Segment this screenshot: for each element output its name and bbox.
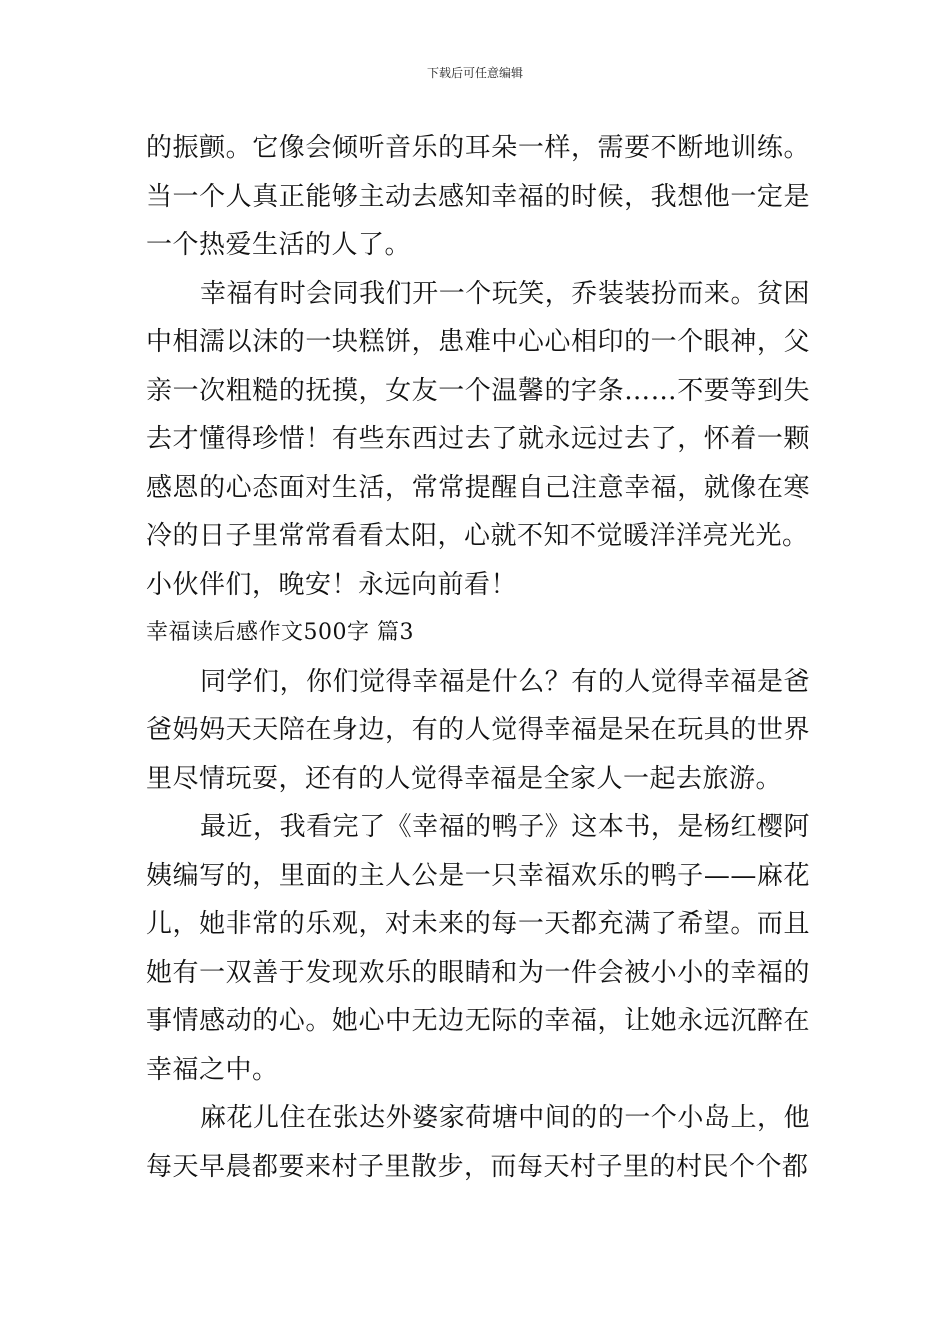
paragraph-mahuaer-island: 麻花儿住在张达外婆家荷塘中间的的一个小岛上，他每天早晨都要来村子里散步，而每天村子里的村民个个都 — [146, 1103, 810, 1182]
paragraph-goodnight: 小伙伴们，晚安！永远向前看！ — [146, 569, 518, 600]
paragraph-happiness-joke: 幸福有时会同我们开一个玩笑，乔装装扮而来。贫困中相濡以沫的一块糕饼，患难中心心相印的一个眼神，父亲一次粗糙的抚摸，女友一个温馨的字条……不要等到失去才懂得珍惜！有些东西过去了就永远过去了，怀着一颗感恩的心态面对生活，常常提醒自己注意幸福，就像在寒冷的日子里常常看看太阳，心就不知不觉暖洋洋亮光光。 — [146, 278, 810, 551]
document-body — [146, 124, 810, 1191]
paragraph-book-intro: 最近，我看完了《幸福的鸭子》这本书，是杨红樱阿姨编写的，里面的主人公是一只幸福欢乐的鸭子——麻花儿，她非常的乐观，对未来的每一天都充满了希望。而且她有一双善于发现欢乐的眼睛和为一件会被小小的幸福的事情感动的心。她心中无边无际的幸福，让她永远沉醉在幸福之中。 — [146, 812, 810, 1085]
paragraph-what-is-happiness: 同学们，你们觉得幸福是什么？有的人觉得幸福是爸爸妈妈天天陪在身边，有的人觉得幸福是呆在玩具的世界里尽情玩耍，还有的人觉得幸福是全家人一起去旅游。 — [146, 666, 810, 794]
section-heading: 幸福读后感作文500字 篇3 — [146, 620, 414, 645]
page-header-note: 下载后可任意编辑 — [426, 66, 523, 80]
paragraph-continuation: 的振颤。它像会倾听音乐的耳朵一样，需要不断地训练。当一个人真正能够主动去感知幸福的时候，我想他一定是一个热爱生活的人了。 — [146, 133, 810, 260]
